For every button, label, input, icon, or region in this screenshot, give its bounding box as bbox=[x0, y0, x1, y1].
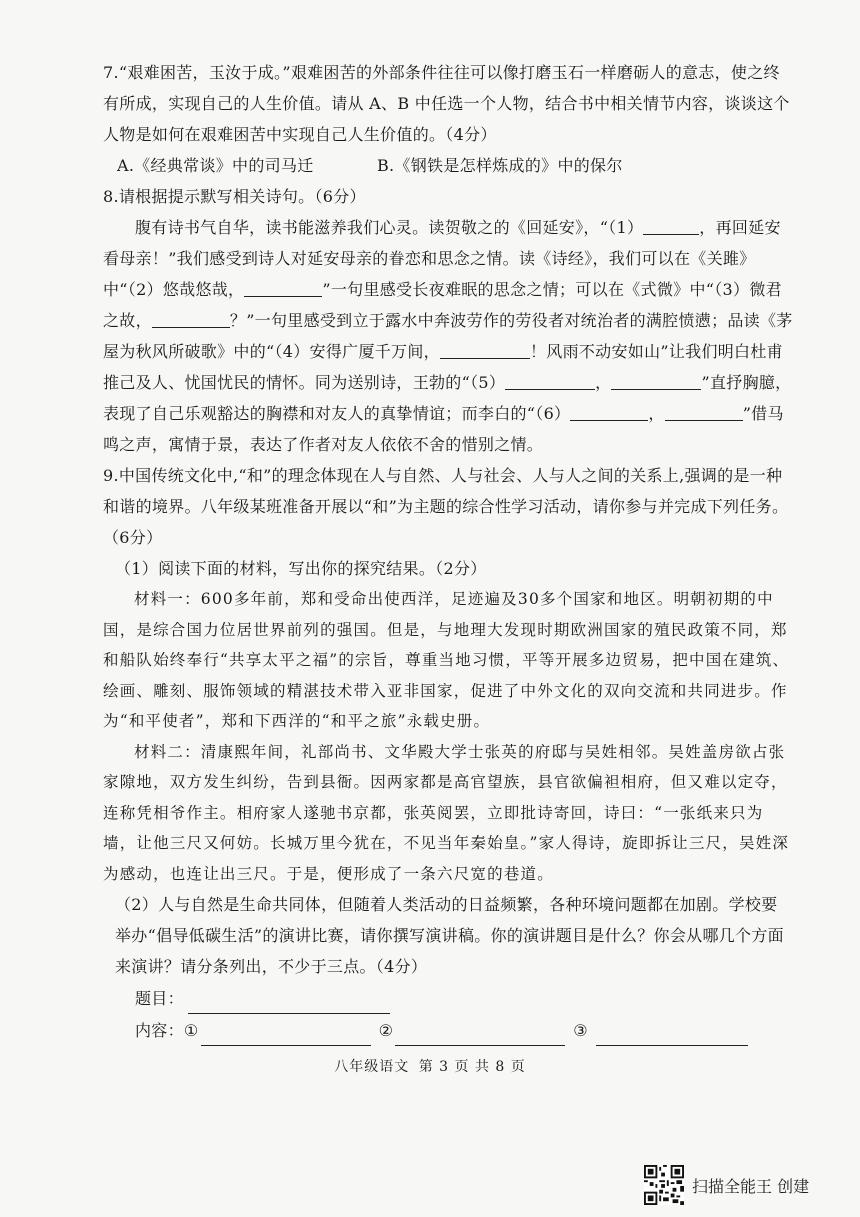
material-1: 材料一：600多年前，郑和受命出使西洋，足迹遍及30多个国家和地区。明朝初期的中国，是综合国力位居世界前列的强国。但是，与地理大发现时期欧洲国家的殖民政策不同，郑和船队始终奉行“共享太平之福”的宗旨，尊重当地习惯，平等开展多边贸易，把中国在建筑、绘画、雕刻、服饰领域的精湛技术带入亚非国家，促进了中外文化的双向交流和共同进步。作为“和平使者”，郑和下西洋的“和平之旅”永载史册。 bbox=[103, 590, 790, 730]
q8-seg-7: ”直抒胸臆，表现了自己乐观豁达的胸襟和对友人的真挚情谊；而李白的“（6） bbox=[103, 373, 792, 423]
scanner-watermark bbox=[644, 1165, 809, 1205]
speech-title-row bbox=[135, 982, 793, 1014]
content-mark-3: ③ bbox=[573, 1021, 588, 1040]
q8-seg-4: ？”一句里感受到立于露水中奔波劳作的劳役者对统治者的满腔愤懑；品读《茅屋为秋风所破歌》中的“（4）安得广厦千万间， bbox=[103, 311, 793, 361]
exam-content bbox=[103, 57, 793, 1046]
question-9 bbox=[103, 460, 793, 1046]
speech-title-label: 题目： bbox=[135, 989, 184, 1008]
qr-code-icon bbox=[644, 1165, 684, 1205]
question-7-text: 7.“艰难困苦，玉汝于成。”艰难困苦的外部条件往往可以像打磨玉石一样磨砺人的意志，使之终有所成，实现自己的人生价值。请从 A、B 中任选一个人物，结合书中相关情节内容，谈谈这个人物是如何在艰难困苦中实现自己人生价值的。（4分） bbox=[103, 63, 790, 144]
q8-seg-6: ， bbox=[595, 373, 612, 392]
fill-blank-4[interactable] bbox=[440, 340, 530, 359]
footer-subject: 八年级语文 bbox=[334, 1059, 410, 1075]
question-8-passage bbox=[103, 212, 793, 460]
fill-blank-6a[interactable] bbox=[570, 402, 648, 421]
question-8 bbox=[103, 181, 793, 460]
q8-seg-9: ”借马鸣之声，寓情于景，表达了作者对友人依依不舍的惜别之情。 bbox=[103, 404, 784, 454]
footer-page-info: 第 3 页 共 8 页 bbox=[418, 1059, 526, 1075]
fill-blank-1[interactable] bbox=[643, 216, 699, 235]
q8-seg-5: ！风雨不动安如山”让我们明白杜甫推己及人、忧国忧民的情怀。同为送别诗，王勃的“（5） bbox=[103, 342, 783, 392]
content-blank-3[interactable] bbox=[596, 1025, 748, 1046]
question-7-option-a: A.《经典常谈》中的司马迁 bbox=[117, 156, 314, 175]
material-2: 材料二：清康熙年间，礼部尚书、文华殿大学士张英的府邸与吴姓相邻。吴姓盖房欲占张家隙地，双方发生纠纷，告到县衙。因两家都是高官望族，县官欲偏袒相府，但又难以定夺，连称凭相爷作主。相府家人遂驰书京都，张英阅罢，立即批诗寄回，诗曰：“一张纸来只为墙，让他三尺又何妨。长城万里今犹在，不见当年秦始皇。”家人得诗，旋即拆让三尺，吴姓深为感动，也连让出三尺。于是，便形成了一条六尺宽的巷道。 bbox=[103, 742, 790, 883]
content-mark-1: ① bbox=[183, 1021, 199, 1040]
content-mark-2: ② bbox=[378, 1021, 394, 1040]
question-7-option-b: B.《钢铁是怎样炼成的》中的保尔 bbox=[377, 156, 623, 175]
question-7 bbox=[103, 57, 793, 181]
question-9-task-1: （1）阅读下面的材料，写出你的探究结果。（2分） bbox=[115, 559, 487, 578]
fill-blank-5a[interactable] bbox=[505, 371, 595, 390]
question-9-task-2: （2）人与自然是生命共同体，但随着人类活动的日益频繁，各种环境问题都在加剧。学校要举办“倡导低碳生活”的演讲比赛，请你撰写演讲稿。你的演讲题目是什么？你会从哪几个方面来演讲？请分条列出，不少于三点。（4分） bbox=[115, 895, 784, 976]
speech-title-blank[interactable] bbox=[188, 993, 390, 1014]
q8-seg-2: ，再回延安看母亲！”我们感受到诗人对延安母亲的眷恋和思念之情。读《诗经》，我们可以在《关雎》中“（2）悠哉悠哉， bbox=[103, 218, 781, 299]
question-9-intro: 9.中国传统文化中,“和”的理念体现在人与自然、人与社会、人与人之间的关系上,强调的是一种和谐的境界。八年级某班准备开展以“和”为主题的综合性学习活动，请你参与并完成下列任务。（6分） bbox=[103, 466, 789, 547]
fill-blank-3[interactable] bbox=[152, 309, 230, 328]
question-8-title: 8.请根据提示默写相关诗句。（6分） bbox=[103, 187, 366, 206]
fill-blank-5b[interactable] bbox=[611, 371, 701, 390]
scanner-label: 扫描全能王 创建 bbox=[692, 1176, 810, 1196]
fill-blank-6b[interactable] bbox=[665, 402, 743, 421]
q8-seg-3: ”一句里感受长夜难眠的思念之情；可以在《式微》中“（3）微君之故， bbox=[103, 280, 782, 330]
content-blank-1[interactable] bbox=[201, 1025, 371, 1046]
speech-content-label: 内容： bbox=[135, 1021, 184, 1040]
fill-blank-2[interactable] bbox=[244, 278, 322, 297]
page-footer bbox=[0, 1056, 860, 1076]
question-7-options bbox=[117, 150, 793, 181]
q8-seg-8: ， bbox=[648, 404, 665, 423]
q8-seg-1: 腹有诗书气自华，读书能滋养我们心灵。读贺敬之的《回延安》，“（1） bbox=[135, 218, 644, 237]
content-blank-2[interactable] bbox=[395, 1025, 565, 1046]
speech-content-row bbox=[135, 1014, 793, 1046]
